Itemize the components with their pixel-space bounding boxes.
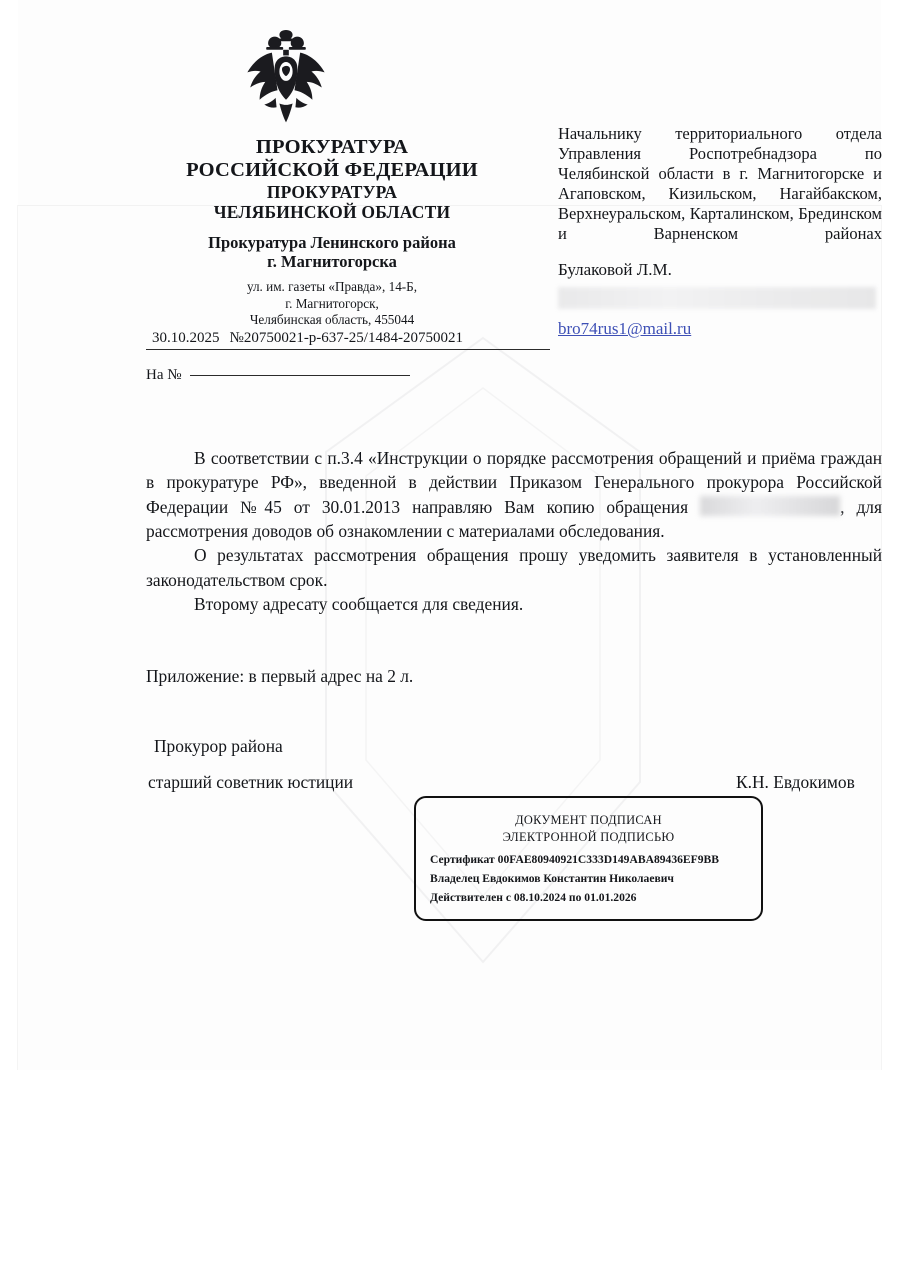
registration-number-label: № xyxy=(229,330,244,346)
scanned-sheet xyxy=(18,0,881,1070)
letterhead-line-3: ПРОКУРАТУРА xyxy=(266,181,398,202)
letterhead-address-line-2: г. Магнитогорск, xyxy=(285,295,379,311)
letterhead xyxy=(146,136,518,329)
coat-of-arms-icon xyxy=(234,30,338,128)
estamp-validity-value: с 08.10.2024 по 01.01.2026 xyxy=(505,891,637,904)
letterhead-subdivision-2: г. Магнитогорска xyxy=(267,251,397,271)
letterhead-line-1: ПРОКУРАТУРА xyxy=(255,136,409,158)
estamp-title-line-1: ДОКУМЕНТ ПОДПИСАН xyxy=(515,813,662,827)
page-bottom-margin xyxy=(0,1070,899,1280)
letterhead-line-2: РОССИЙСКОЙ ФЕДЕРАЦИИ xyxy=(186,158,478,181)
signature-role: Прокурор района xyxy=(154,736,283,756)
reply-reference-line xyxy=(146,363,436,384)
estamp-owner-value: Евдокимов Константин Николаевич xyxy=(482,872,674,885)
electronic-signature-stamp xyxy=(414,796,763,921)
body-paragraph-3: Второму адресату сообщается для сведения. xyxy=(194,594,524,615)
signature-name: К.Н. Евдокимов xyxy=(736,772,855,792)
addressee-organization: Начальнику территориального отдела Управления Роспотребнадзора по Челябинской области в г. Магнитогорске и Агаповском, Кизильском, Нагайбакском, Верхнеуральском, Карталинском, Брединском и Варненском районах xyxy=(558,124,882,243)
letterhead-address-line-1: ул. им. газеты «Правда», 14-Б, xyxy=(246,279,418,295)
letterhead-address-line-3: Челябинская область, 455044 xyxy=(249,312,415,328)
redaction-blur xyxy=(558,287,876,309)
document-body xyxy=(146,446,882,617)
reply-reference-rule xyxy=(190,363,410,376)
estamp-validity-row xyxy=(430,891,761,904)
redaction-blur xyxy=(700,496,840,516)
letterhead-subdivision-1: Прокуратура Ленинского района xyxy=(208,233,456,253)
body-paragraph-2: О результатах рассмотрения обращения прошу уведомить заявителя в установленный законодательством срок. xyxy=(146,545,882,590)
registration-number: 20750021-р-637-25/1484-20750021 xyxy=(243,330,463,346)
body-p1-before: В соответствии с п.3.4 «Инструкции о порядке рассмотрения обращений и приёма граждан в прокуратуре РФ», введенной в действии Приказом Генерального прокурора Российской Федерации №45 от 30.01.2013 направляю Вам копию обращения xyxy=(146,448,882,517)
body-paragraph-1 xyxy=(146,446,882,543)
estamp-owner-row xyxy=(430,872,761,885)
estamp-owner-label: Владелец xyxy=(430,872,480,885)
estamp-certificate-label: Сертификат xyxy=(430,853,495,866)
attachment-note: Приложение: в первый адрес на 2 л. xyxy=(146,666,414,686)
estamp-title-line-2: ЭЛЕКТРОННОЙ ПОДПИСЬЮ xyxy=(502,830,675,844)
estamp-validity-label: Действителен xyxy=(430,891,503,904)
reply-reference-label: На № xyxy=(146,367,182,383)
estamp-certificate-value: 00FAE80940921C333D149ABA89436EF9BB xyxy=(497,853,720,866)
body-p1-after: , для рассмотрения доводов об ознакомлении с материалами обследования. xyxy=(146,496,882,542)
registration-date: 30.10.2025 xyxy=(152,330,220,346)
addressee-block xyxy=(558,124,882,340)
estamp-certificate-row xyxy=(430,853,761,866)
addressee-name: Булаковой Л.М. xyxy=(558,259,672,279)
body-redacted-name xyxy=(700,498,840,515)
addressee-redacted-address xyxy=(558,287,882,309)
signature-rank: старший советник юстиции xyxy=(148,772,354,792)
letterhead-line-4: ЧЕЛЯБИНСКОЙ ОБЛАСТИ xyxy=(213,201,451,222)
addressee-email-link[interactable]: bro74rus1@mail.ru xyxy=(558,319,692,339)
registration-line xyxy=(146,330,550,350)
